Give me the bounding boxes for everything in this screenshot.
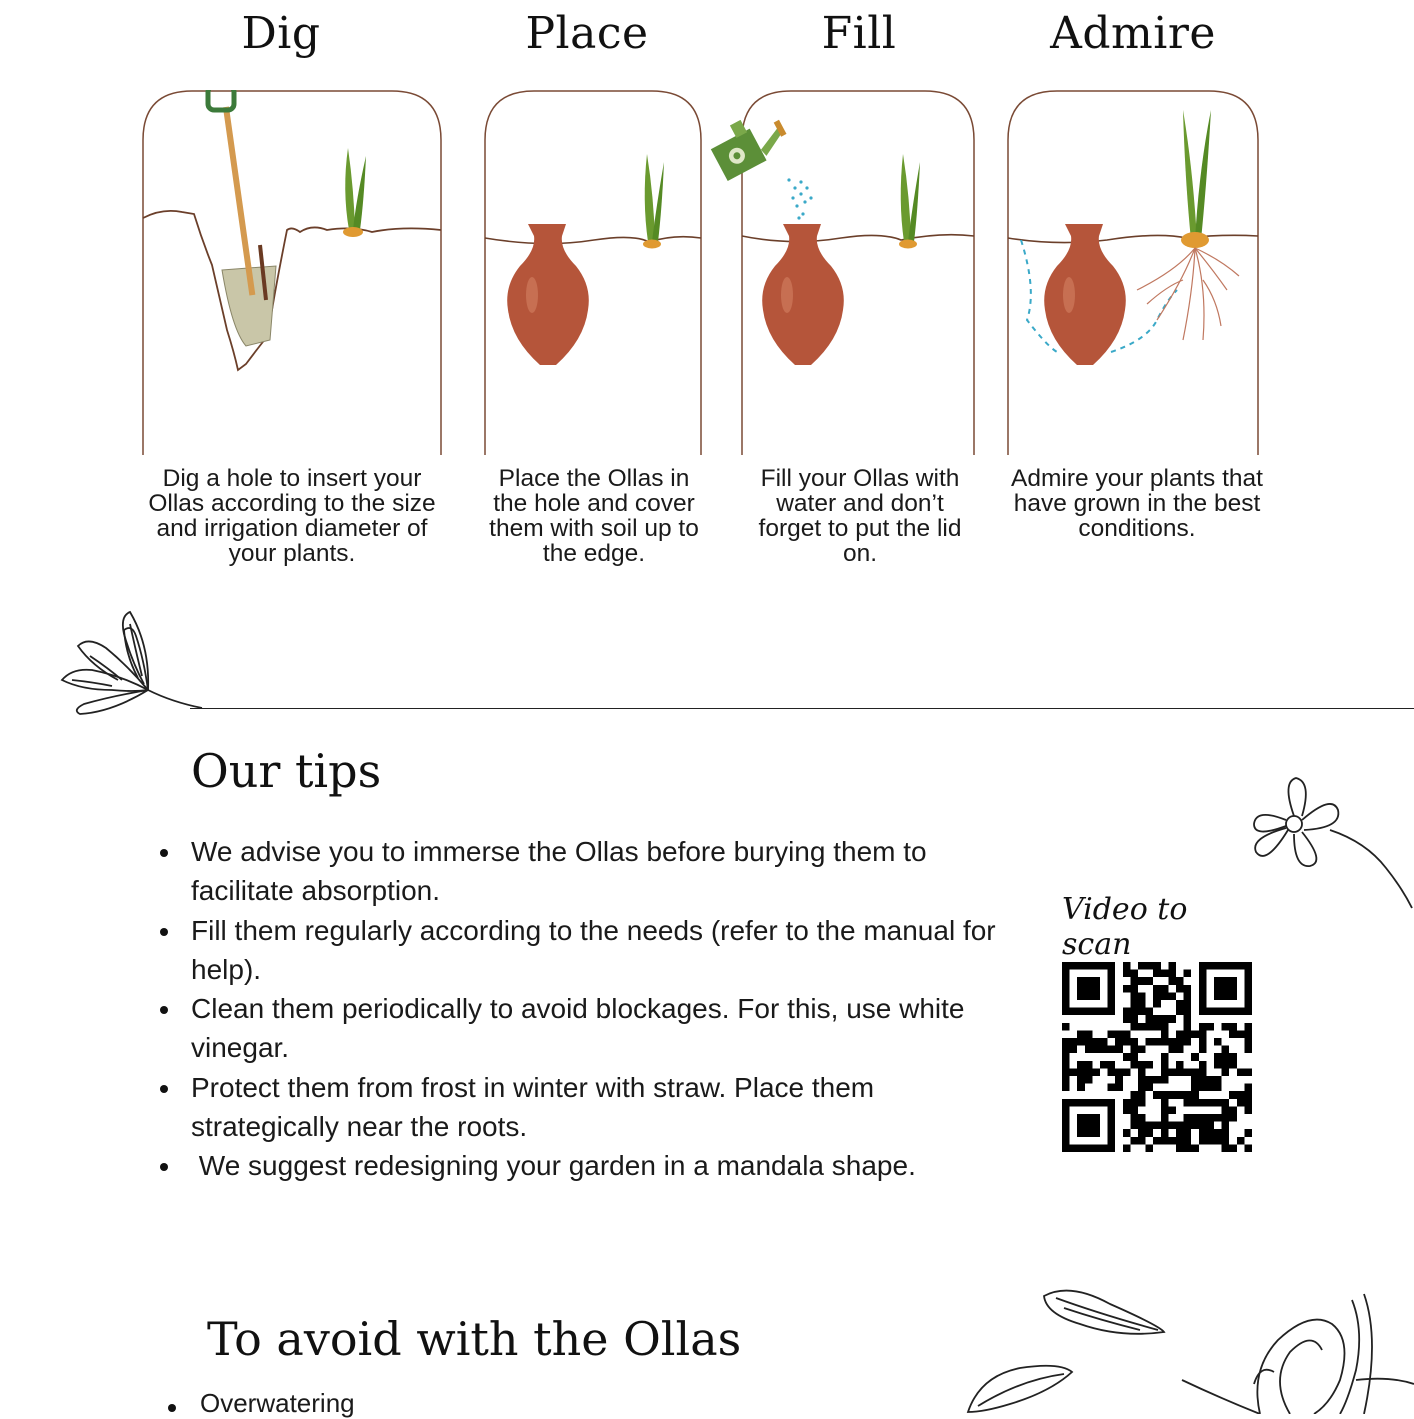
qr-module — [1199, 1084, 1207, 1092]
shovel-grip — [208, 90, 234, 110]
qr-module — [1222, 1046, 1230, 1054]
qr-module — [1108, 1030, 1116, 1038]
qr-module — [1146, 1084, 1154, 1092]
qr-module — [1168, 1046, 1176, 1054]
qr-module — [1146, 977, 1154, 985]
qr-module — [1130, 1114, 1138, 1122]
qr-module — [1062, 1023, 1070, 1031]
qr-module — [1130, 1122, 1138, 1130]
qr-module — [1130, 1046, 1138, 1054]
qr-module — [1199, 1046, 1207, 1054]
qr-module — [1168, 1068, 1176, 1076]
qr-module — [1062, 1061, 1070, 1069]
qr-module — [1184, 1137, 1192, 1145]
qr-module — [1184, 1099, 1192, 1107]
qr-module — [1168, 962, 1176, 970]
qr-module — [1184, 1114, 1192, 1122]
qr-module — [1130, 1099, 1138, 1107]
plant-roots — [1137, 248, 1239, 340]
qr-module — [1138, 1114, 1146, 1122]
qr-module — [1161, 992, 1169, 1000]
qr-module — [1138, 1061, 1146, 1069]
place-illustration — [484, 90, 702, 455]
qr-module — [1176, 1046, 1184, 1054]
qr-module — [1115, 1084, 1123, 1092]
qr-module — [1244, 1099, 1252, 1107]
qr-module — [1085, 1068, 1093, 1076]
qr-module — [1062, 1046, 1070, 1054]
tip-item: We suggest redesigning your garden in a mandala shape. — [156, 1146, 996, 1185]
qr-module — [1077, 1030, 1085, 1038]
qr-module — [1176, 1068, 1184, 1076]
qr-module — [1222, 1061, 1230, 1069]
qr-module — [1161, 1023, 1169, 1031]
video-scan-label: Video to scan — [1062, 892, 1188, 962]
qr-module — [1184, 1008, 1192, 1016]
qr-module — [1161, 970, 1169, 978]
qr-module — [1130, 977, 1138, 985]
qr-module — [1123, 1068, 1131, 1076]
qr-module — [1123, 962, 1131, 970]
qr-module — [1108, 1068, 1116, 1076]
qr-module — [1184, 1038, 1192, 1046]
qr-module — [1161, 1061, 1169, 1069]
qr-module — [1176, 1144, 1184, 1152]
qr-module — [1161, 1129, 1169, 1137]
qr-module — [1077, 1068, 1085, 1076]
qr-module — [1146, 962, 1154, 970]
qr-module — [1199, 1068, 1207, 1076]
qr-module — [1214, 1038, 1222, 1046]
qr-module — [1153, 1076, 1161, 1084]
qr-module — [1229, 1030, 1237, 1038]
qr-module — [1092, 1038, 1100, 1046]
qr-module — [1191, 1144, 1199, 1152]
qr-module — [1199, 1030, 1207, 1038]
qr-module — [1100, 1038, 1108, 1046]
qr-module — [1115, 1068, 1123, 1076]
qr-module — [1222, 1137, 1230, 1145]
avoid-list — [166, 1388, 355, 1419]
qr-module — [1138, 1068, 1146, 1076]
qr-module — [1123, 1038, 1131, 1046]
qr-module — [1130, 1023, 1138, 1031]
qr-module — [1062, 1053, 1070, 1061]
qr-module — [1085, 1076, 1093, 1084]
qr-module — [1191, 1099, 1199, 1107]
qr-module — [1161, 1038, 1169, 1046]
qr-module — [1184, 992, 1192, 1000]
tips-list — [156, 832, 996, 1186]
qr-module — [1092, 1046, 1100, 1054]
qr-module — [1199, 1122, 1207, 1130]
qr-module — [1244, 1144, 1252, 1152]
qr-module — [1138, 1023, 1146, 1031]
avoid-title: To avoid with the Ollas — [207, 1312, 742, 1366]
qr-module — [1176, 1129, 1184, 1137]
qr-module — [1153, 1091, 1161, 1099]
qr-module — [1138, 1122, 1146, 1130]
qr-module — [1244, 1106, 1252, 1114]
qr-module — [1191, 1076, 1199, 1084]
step-title-dig: Dig — [241, 8, 321, 59]
qr-module — [1123, 970, 1131, 978]
qr-module — [1153, 992, 1161, 1000]
qr-module — [1146, 1008, 1154, 1016]
qr-module — [1229, 1144, 1237, 1152]
tip-item: We advise you to immerse the Ollas before burying them to facilitate absorption. — [156, 832, 996, 911]
qr-module — [1176, 1000, 1184, 1008]
qr-module — [1161, 1015, 1169, 1023]
qr-module — [1184, 1030, 1192, 1038]
qr-module — [1222, 1053, 1230, 1061]
qr-module — [1191, 1053, 1199, 1061]
qr-module — [1161, 985, 1169, 993]
qr-module — [1138, 1000, 1146, 1008]
qr-module — [1184, 985, 1192, 993]
qr-module — [1062, 1076, 1070, 1084]
qr-module — [1222, 1068, 1230, 1076]
step-caption-place: Place the Ollas in the hole and cover them with soil up to the edge. — [489, 465, 699, 567]
flower-divider-icon — [52, 606, 212, 716]
qr-module — [1214, 1099, 1222, 1107]
qr-module — [1168, 1091, 1176, 1099]
watering-can-icon — [704, 112, 794, 188]
qr-module — [1191, 1030, 1199, 1038]
qr-module — [1222, 1144, 1230, 1152]
qr-module — [1146, 1015, 1154, 1023]
qr-module — [1115, 1076, 1123, 1084]
qr-module — [1130, 992, 1138, 1000]
qr-module — [1237, 1068, 1245, 1076]
tips-title: Our tips — [191, 744, 382, 798]
qr-module — [1191, 1122, 1199, 1130]
qr-module — [1184, 1000, 1192, 1008]
qr-module — [1138, 1091, 1146, 1099]
qr-module — [1222, 1129, 1230, 1137]
qr-module — [1161, 1122, 1169, 1130]
qr-module — [1214, 1076, 1222, 1084]
qr-module — [1123, 1015, 1131, 1023]
qr-module — [1161, 1106, 1169, 1114]
qr-module — [1130, 1061, 1138, 1069]
qr-module — [1199, 1038, 1207, 1046]
qr-module — [1161, 1030, 1169, 1038]
qr-module — [1237, 1137, 1245, 1145]
qr-module — [1153, 1038, 1161, 1046]
qr-module — [1146, 1144, 1154, 1152]
qr-module — [1214, 1114, 1222, 1122]
qr-module — [1191, 1114, 1199, 1122]
qr-module — [1138, 1008, 1146, 1016]
qr-module — [1176, 977, 1184, 985]
qr-module — [1244, 1030, 1252, 1038]
step-title-fill: Fill — [821, 8, 897, 59]
qr-module — [1222, 1099, 1230, 1107]
qr-module — [1077, 1061, 1085, 1069]
section-divider — [190, 708, 1414, 709]
qr-module — [1092, 1068, 1100, 1076]
qr-module — [1184, 1023, 1192, 1031]
qr-module — [1168, 992, 1176, 1000]
qr-module — [1229, 1106, 1237, 1114]
qr-module — [1161, 1114, 1169, 1122]
tip-item: Clean them periodically to avoid blockages. For this, use white vinegar. — [156, 989, 996, 1068]
qr-module — [1206, 1122, 1214, 1130]
avoid-item: Overwatering — [166, 1388, 355, 1419]
qr-module — [1077, 1038, 1085, 1046]
qr-module — [1244, 1068, 1252, 1076]
qr-module — [1146, 1122, 1154, 1130]
dig-illustration — [142, 90, 442, 455]
qr-module — [1100, 1046, 1108, 1054]
qr-module — [1199, 1129, 1207, 1137]
qr-module — [1123, 1030, 1131, 1038]
qr-module — [1138, 962, 1146, 970]
qr-module — [1161, 1099, 1169, 1107]
qr-module — [1138, 1046, 1146, 1054]
qr-module — [1100, 1061, 1108, 1069]
step-caption-fill: Fill your Ollas with water and don’t forget to put the lid on. — [758, 465, 962, 567]
qr-module — [1130, 1091, 1138, 1099]
qr-module — [1229, 1114, 1237, 1122]
qr-module — [1199, 1099, 1207, 1107]
qr-module — [1244, 1046, 1252, 1054]
step-caption-admire: Admire your plants that have grown in the best conditions. — [1011, 465, 1263, 542]
qr-module — [1123, 1129, 1131, 1137]
qr-module — [1168, 1137, 1176, 1145]
step-caption-dig: Dig a hole to insert your Ollas according to the size and irrigation diameter of your plants. — [148, 465, 436, 567]
qr-module — [1085, 1030, 1093, 1038]
qr-module — [1184, 970, 1192, 978]
qr-module — [1161, 1076, 1169, 1084]
qr-module — [1244, 1023, 1252, 1031]
qr-module — [1168, 1015, 1176, 1023]
qr-module — [1085, 1038, 1093, 1046]
qr-code-icon[interactable] — [1062, 962, 1252, 1152]
qr-module — [1206, 1129, 1214, 1137]
qr-module — [1184, 1144, 1192, 1152]
qr-module — [1168, 970, 1176, 978]
qr-module — [1070, 1068, 1078, 1076]
qr-module — [1070, 1046, 1078, 1054]
qr-module — [1184, 1129, 1192, 1137]
qr-module — [1214, 1053, 1222, 1061]
qr-module — [1168, 977, 1176, 985]
qr-module — [1138, 1084, 1146, 1092]
qr-module — [1237, 1099, 1245, 1107]
qr-module — [1222, 1114, 1230, 1122]
qr-module — [1244, 1091, 1252, 1099]
step-title-admire: Admire — [1050, 8, 1216, 59]
qr-module — [1199, 1061, 1207, 1069]
qr-module — [1161, 1137, 1169, 1145]
qr-module — [1130, 970, 1138, 978]
qr-module — [1062, 1084, 1070, 1092]
qr-module — [1108, 1084, 1116, 1092]
qr-module — [1214, 1061, 1222, 1069]
qr-module — [1108, 1046, 1116, 1054]
qr-module — [1123, 1053, 1131, 1061]
flower-corner-icon — [1246, 772, 1414, 912]
qr-module — [1130, 985, 1138, 993]
qr-module — [1206, 1023, 1214, 1031]
qr-module — [1123, 1144, 1131, 1152]
qr-module — [1138, 1076, 1146, 1084]
step-title-place: Place — [525, 8, 649, 59]
qr-module — [1244, 1084, 1252, 1092]
qr-module — [1244, 1038, 1252, 1046]
qr-module — [1070, 1038, 1078, 1046]
qr-module — [1184, 1091, 1192, 1099]
qr-module — [1153, 1137, 1161, 1145]
qr-module — [1168, 1122, 1176, 1130]
qr-module — [1191, 1084, 1199, 1092]
qr-module — [1077, 1084, 1085, 1092]
qr-module — [1123, 985, 1131, 993]
qr-module — [1146, 1023, 1154, 1031]
qr-module — [1130, 1038, 1138, 1046]
tip-item: Protect them from frost in winter with straw. Place them strategically near the roots. — [156, 1068, 996, 1147]
qr-module — [1115, 1030, 1123, 1038]
qr-module — [1115, 1046, 1123, 1054]
qr-module — [1199, 1137, 1207, 1145]
qr-module — [1214, 977, 1237, 1000]
qr-module — [1130, 1106, 1138, 1114]
qr-module — [1085, 1061, 1093, 1069]
qr-module — [1123, 1099, 1131, 1107]
qr-module — [1138, 992, 1146, 1000]
qr-module — [1168, 1038, 1176, 1046]
qr-module — [1077, 1076, 1085, 1084]
qr-module — [1130, 1015, 1138, 1023]
qr-module — [1146, 1061, 1154, 1069]
qr-module — [1199, 1076, 1207, 1084]
qr-module — [1176, 1030, 1184, 1038]
tip-item: Fill them regularly according to the needs (refer to the manual for help). — [156, 911, 996, 990]
qr-module — [1229, 1091, 1237, 1099]
qr-module — [1153, 1122, 1161, 1130]
qr-module — [1153, 962, 1161, 970]
qr-module — [1062, 1038, 1070, 1046]
qr-module — [1153, 1023, 1161, 1031]
qr-module — [1153, 985, 1161, 993]
qr-module — [1176, 1137, 1184, 1145]
qr-module — [1123, 1106, 1131, 1114]
qr-module — [1115, 1038, 1123, 1046]
qr-module — [1146, 1076, 1154, 1084]
qr-module — [1085, 1046, 1093, 1054]
qr-module — [1222, 1122, 1230, 1130]
qr-module — [1214, 1084, 1222, 1092]
qr-module — [1176, 1038, 1184, 1046]
qr-module — [1176, 1091, 1184, 1099]
qr-module — [1229, 1061, 1237, 1069]
shovel-handle — [223, 106, 255, 295]
qr-module — [1184, 1068, 1192, 1076]
qr-module — [1077, 977, 1100, 1000]
qr-module — [1237, 1091, 1245, 1099]
qr-module — [1176, 1008, 1184, 1016]
qr-module — [1138, 1129, 1146, 1137]
qr-module — [1229, 1053, 1237, 1061]
admire-illustration — [1007, 90, 1259, 455]
qr-module — [1130, 1137, 1138, 1145]
qr-module — [1130, 1053, 1138, 1061]
qr-module — [1191, 1068, 1199, 1076]
qr-module — [1130, 1008, 1138, 1016]
qr-module — [1206, 1099, 1214, 1107]
petals-decoration-icon — [960, 1280, 1414, 1414]
qr-module — [1146, 1038, 1154, 1046]
qr-module — [1229, 1023, 1237, 1031]
qr-module — [1176, 1122, 1184, 1130]
qr-module — [1206, 1137, 1214, 1145]
qr-module — [1062, 1068, 1070, 1076]
qr-module — [1161, 1068, 1169, 1076]
qr-module — [1191, 1091, 1199, 1099]
qr-module — [1214, 1129, 1222, 1137]
qr-module — [1199, 1023, 1207, 1031]
qr-module — [1222, 1106, 1230, 1114]
qr-module — [1244, 1129, 1252, 1137]
qr-module — [1161, 1053, 1169, 1061]
qr-module — [1138, 1099, 1146, 1107]
qr-module — [1161, 1091, 1169, 1099]
qr-module — [1108, 1061, 1116, 1069]
qr-module — [1214, 1137, 1222, 1145]
qr-module — [1176, 1061, 1184, 1069]
qr-module — [1077, 1114, 1100, 1137]
qr-module — [1168, 1106, 1176, 1114]
qr-module — [1153, 970, 1161, 978]
qr-module — [1206, 1114, 1214, 1122]
qr-module — [1184, 1122, 1192, 1130]
qr-module — [1222, 1023, 1230, 1031]
qr-module — [1138, 977, 1146, 985]
qr-module — [1206, 1076, 1214, 1084]
qr-module — [1199, 1114, 1207, 1122]
qr-module — [1176, 985, 1184, 993]
qr-module — [1237, 1030, 1245, 1038]
qr-module — [1184, 1015, 1192, 1023]
qr-module — [1123, 1008, 1131, 1016]
qr-module — [1138, 1137, 1146, 1145]
qr-module — [1206, 1084, 1214, 1092]
qr-module — [1146, 1129, 1154, 1137]
qr-module — [1153, 1000, 1161, 1008]
qr-module — [1153, 1015, 1161, 1023]
qr-module — [1130, 1000, 1138, 1008]
